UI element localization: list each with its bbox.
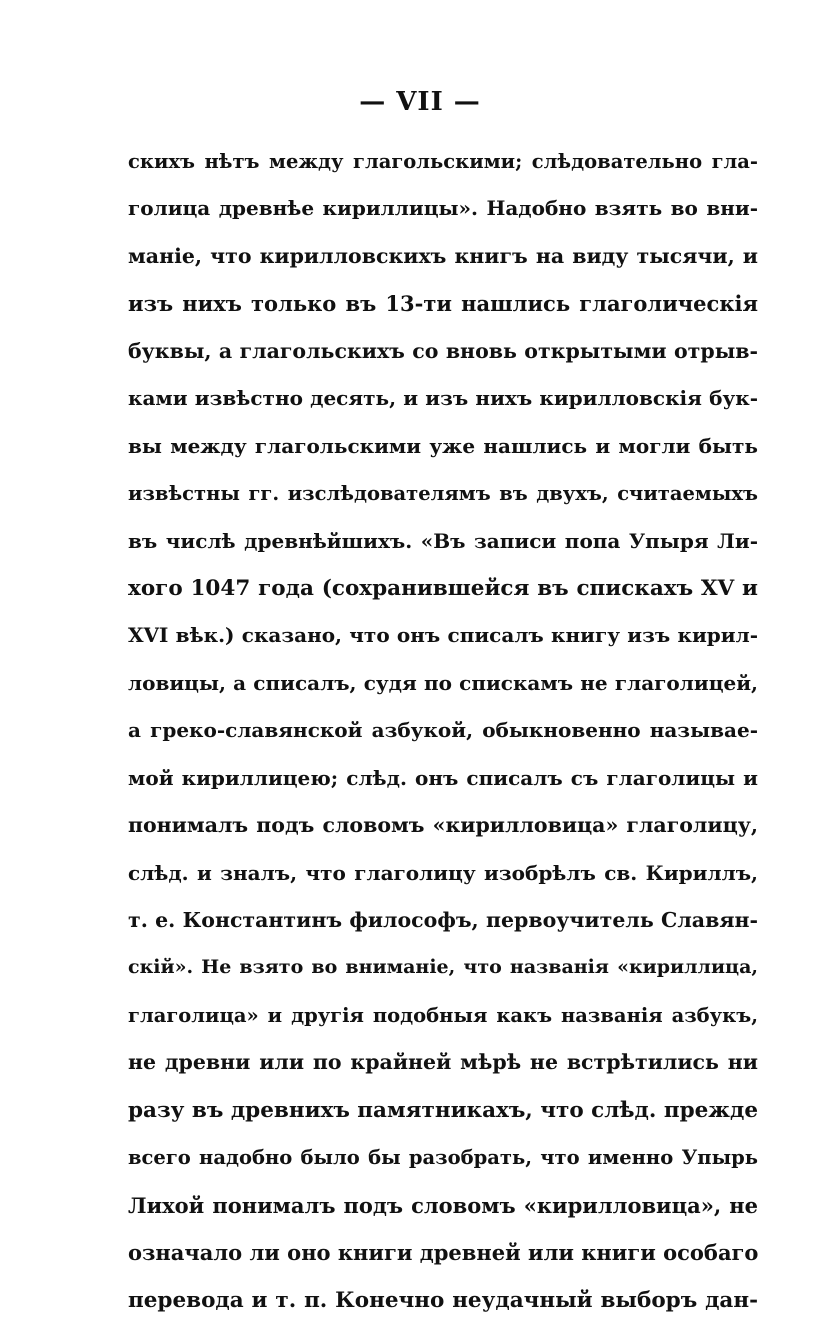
text-line: изъ нихъ только въ 13-ти нашлись глаголическія	[128, 291, 758, 317]
text-line: а греко-славянской азбукой, обыкновенно называе-	[128, 718, 758, 743]
text-line: Лихой понималъ подъ словомъ «кирилловица», не	[128, 1192, 758, 1218]
text-line: т. е. Константинъ философъ, первоучитель Славян-	[128, 908, 758, 932]
text-line: буквы, а глагольскихъ со вновь открытыми отрыв-	[128, 338, 758, 363]
text-line: перевода и т. п. Конечно неудачный выборъ дан-	[128, 1287, 758, 1313]
text-line: слѣд. и зналъ, что глаголицу изобрѣлъ св. Кириллъ,	[128, 860, 758, 885]
body-text	[128, 138, 758, 1324]
text-line: означало ли оно книги древней или книги особагo	[128, 1240, 758, 1266]
text-line: извѣстны гг. изслѣдователямъ въ двухъ, считаемыхъ	[128, 482, 758, 506]
text-line: разу въ древнихъ памятникахъ, что слѣд. прежде	[128, 1097, 758, 1123]
text-line: въ числѣ древнѣйшихъ. «Въ записи попа Упыря Ли-	[128, 528, 758, 553]
text-line: понималъ подъ словомъ «кирилловица» глаголицу,	[128, 813, 758, 838]
text-line: скихъ нѣтъ между глагольскими; слѣдовательно гла-	[128, 150, 758, 173]
text-line: хого 1047 года (сохранившейся въ спискахъ XV и	[128, 575, 758, 601]
page-number: — VII —	[359, 87, 481, 117]
text-line: маніе, что кирилловскихъ книгъ на виду тысячи, и	[128, 243, 758, 268]
text-line: XVI вѣк.) сказано, что онъ списалъ книгу изъ кирил-	[128, 623, 758, 648]
text-line: голица древнѣе кириллицы». Надобно взять во вни-	[128, 196, 758, 221]
text-line: мой кириллицею; слѣд. онъ списалъ съ глаголицы и	[128, 765, 758, 790]
text-line: вы между глагольскими уже нашлись и могли быть	[128, 433, 758, 458]
text-line: всего надобно было бы разобрать, что именно Упырь	[128, 1146, 758, 1170]
text-line: не древни или по крайней мѣрѣ не встрѣтились ни	[128, 1050, 758, 1075]
text-line: ловицы, а списалъ, судя по спискамъ не глаголицей,	[128, 670, 758, 695]
text-line: скій». Не взято во вниманіе, что названія «кириллица,	[128, 956, 758, 979]
text-line: глаголица» и другія подобныя какъ названія азбукъ,	[128, 1003, 758, 1027]
text-line: ками извѣстно десять, и изъ нихъ кирилловскія бук-	[128, 386, 758, 411]
